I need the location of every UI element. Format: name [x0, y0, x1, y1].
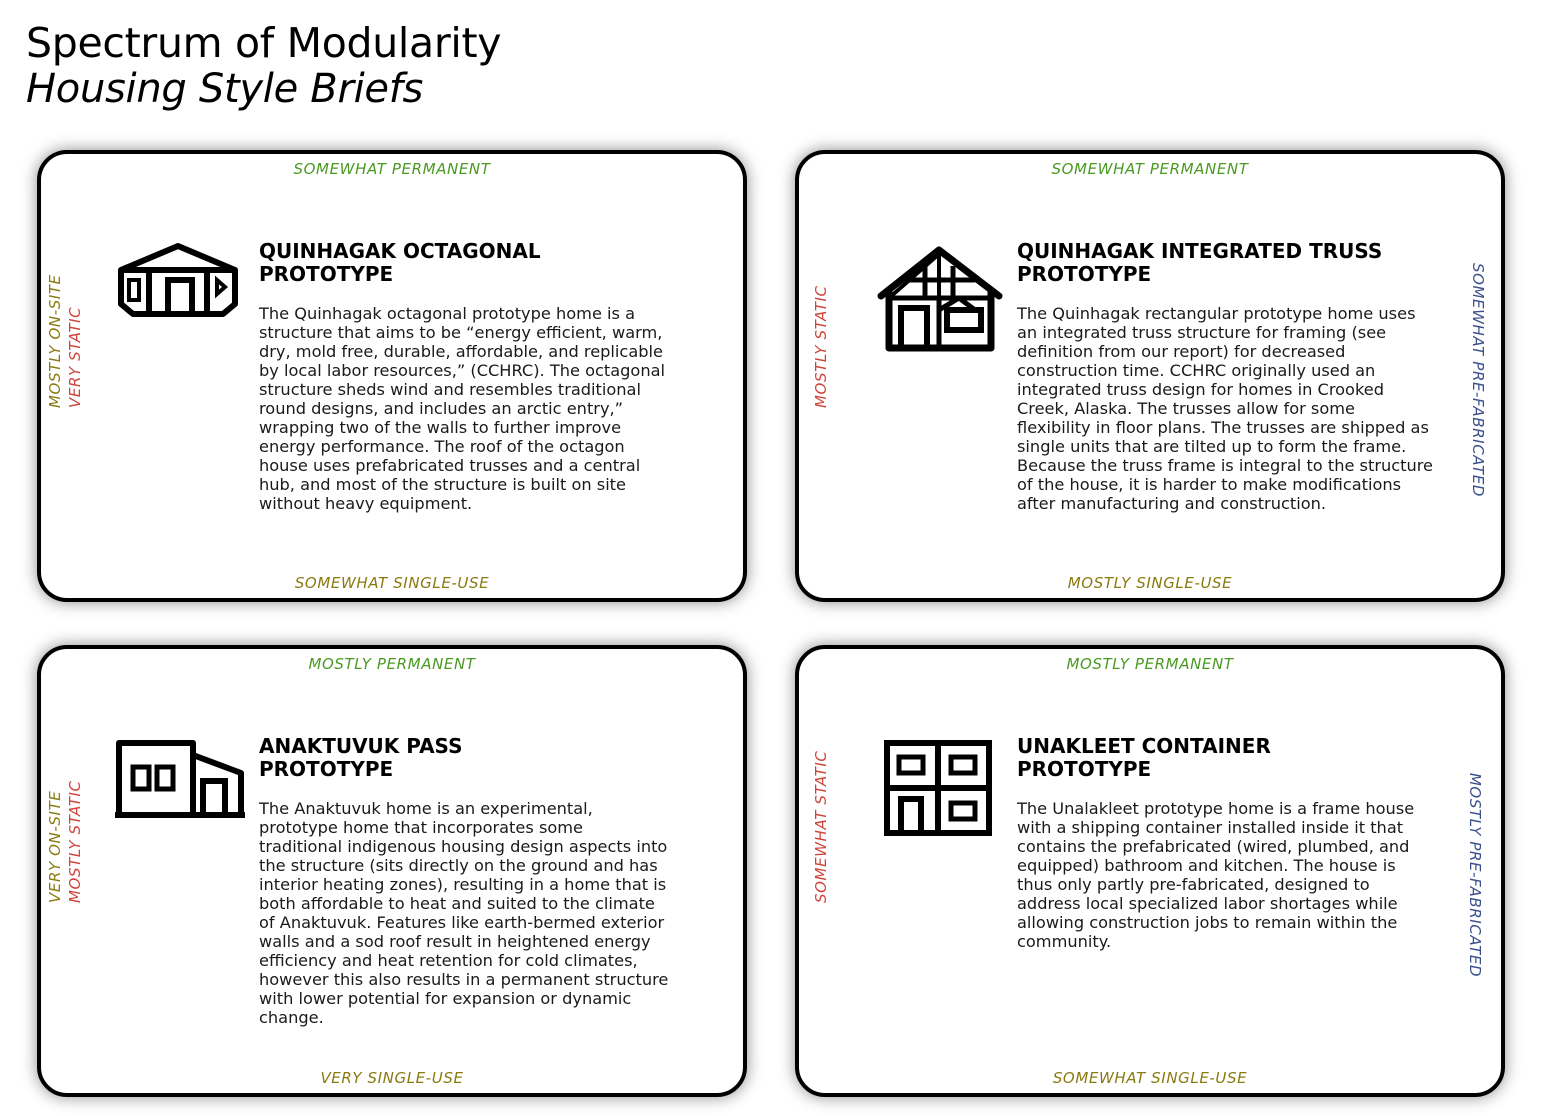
card-quinhagak-truss — [795, 150, 1505, 602]
static-label: MOSTLY STATIC — [66, 780, 84, 903]
static-labels — [811, 750, 831, 903]
truss-house-icon — [875, 244, 1005, 358]
permanence-label: SOMEWHAT PERMANENT — [293, 160, 491, 178]
permanence-label: SOMEWHAT PERMANENT — [1051, 160, 1249, 178]
single-use-label: SOMEWHAT SINGLE-USE — [294, 574, 490, 592]
card-quinhagak-octagonal — [37, 150, 747, 602]
card-unakleet-container — [795, 645, 1505, 1097]
card-anaktuvuk-pass — [37, 645, 747, 1097]
static-label: MOSTLY STATIC — [812, 285, 830, 408]
card-title: UNAKLEET CONTAINER PROTOTYPE — [1017, 734, 1271, 781]
card-body: The Quinhagak rectangular prototype home uses an integrated truss structure for framing (see definition from our report) for decreased construction time. CCHRC originally used an integrated truss design for homes in Crooked Creek, Alaska. The trusses allow for some flexibility in floor plans. The trusses are shipped as single units that are tilted up to form the frame. Because the truss frame is integral to the structure of the house, it is harder to make modifications after manufacturing and construction. — [1017, 304, 1434, 513]
page-subtitle: Housing Style Briefs — [26, 66, 424, 112]
sod-house-icon — [113, 737, 249, 825]
static-labels — [811, 285, 831, 408]
onsite-static-labels — [45, 780, 85, 903]
prefab-label: SOMEWHAT PRE-FABRICATED — [1468, 262, 1487, 498]
static-label: SOMEWHAT STATIC — [812, 750, 830, 903]
static-label: VERY STATIC — [66, 306, 84, 408]
single-use-label: MOSTLY SINGLE-USE — [1067, 574, 1233, 592]
octagonal-house-icon — [113, 242, 243, 326]
page-title: Spectrum of Modularity — [26, 19, 502, 67]
card-title: QUINHAGAK OCTAGONAL PROTOTYPE — [259, 239, 541, 286]
container-house-icon — [883, 739, 995, 843]
card-body: The Anaktuvuk home is an experimental, prototype home that incorporates some traditional indigenous housing design aspects into the structure (sits directly on the ground and has interior heating zones), resulting in a home that is both affordable to heat and suited to the climate of Anaktuvuk. Features like earth-bermed exterior walls and a sod roof result in heightened energy efficiency and heat retention for cold climates, however this also results in a permanent structure with lower potential for expansion or dynamic change. — [259, 799, 669, 1027]
permanence-label: MOSTLY PERMANENT — [1066, 655, 1234, 673]
onsite-static-labels — [45, 274, 85, 408]
single-use-label: VERY SINGLE-USE — [320, 1069, 464, 1087]
prefab-label: MOSTLY PRE-FABRICATED — [1465, 772, 1484, 978]
onsite-label: VERY ON-SITE — [46, 790, 64, 903]
permanence-label: MOSTLY PERMANENT — [308, 655, 476, 673]
card-title: QUINHAGAK INTEGRATED TRUSS PROTOTYPE — [1017, 239, 1383, 286]
card-title: ANAKTUVUK PASS PROTOTYPE — [259, 734, 463, 781]
onsite-label: MOSTLY ON-SITE — [46, 274, 64, 408]
single-use-label: SOMEWHAT SINGLE-USE — [1052, 1069, 1248, 1087]
card-body: The Quinhagak octagonal prototype home is a structure that aims to be “energy efficient, warm, dry, mold free, durable, affordable, and replicable by local labor resources,” (CCHRC). The octagonal structure sheds wind and resembles traditional round designs, and includes an arctic entry,” wrapping two of the walls to further improve energy performance. The roof of the octagon house uses prefabricated trusses and a central hub, and most of the structure is built on site without heavy equipment. — [259, 304, 666, 513]
card-body: The Unalakleet prototype home is a frame house with a shipping container installed inside it that contains the prefabricated (wired, plumbed, and equipped) bathroom and kitchen. The house is thus only partly pre-fabricated, designed to address local specialized labor shortages while allowing construction jobs to remain within the community. — [1017, 799, 1415, 951]
